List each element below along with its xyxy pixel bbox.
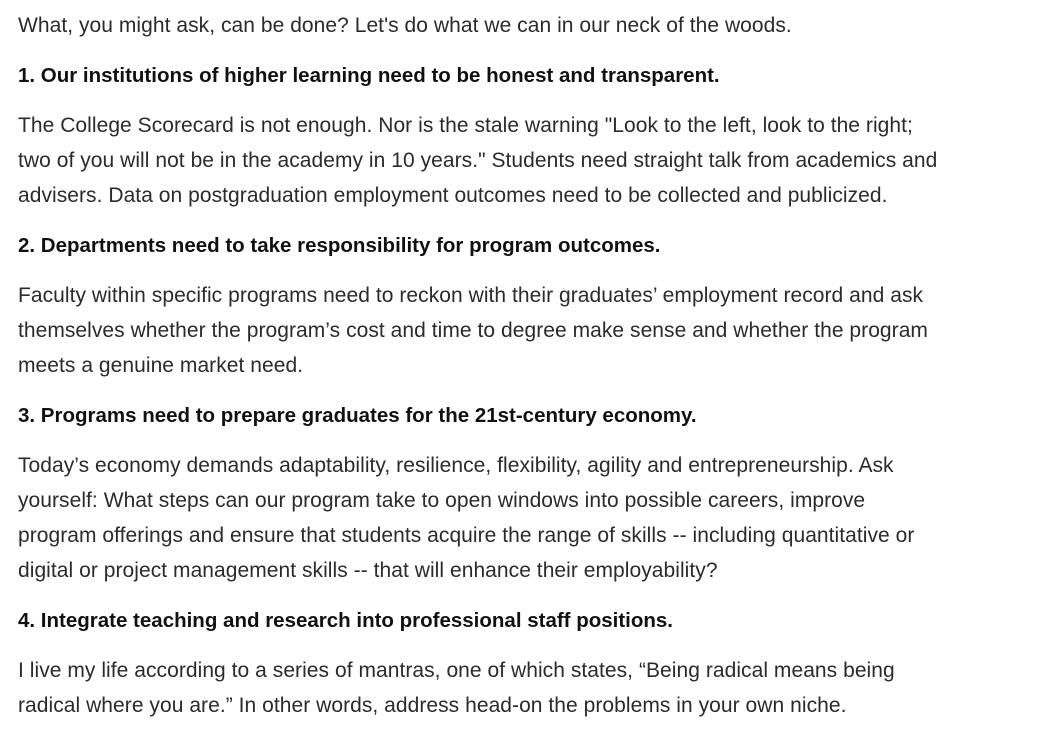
section-3-line-4: digital or project management skills -- that will enhance their employability? <box>18 559 718 582</box>
section-2-line-1: Faculty within specific programs need to reckon with their graduates’ employment record and ask <box>18 284 924 307</box>
section-2-heading: 2. Departments need to take responsibility for program outcomes. <box>18 234 661 257</box>
section-1-heading: 1. Our institutions of higher learning need to be honest and transparent. <box>18 64 720 87</box>
section-2-line-3: meets a genuine market need. <box>18 354 304 377</box>
section-1-line-2: two of you will not be in the academy in 10 years." Students need straight talk from academics and <box>18 149 938 172</box>
section-3-line-2: yourself: What steps can our program take to open windows into possible careers, improve <box>18 489 866 512</box>
section-4-line-1: I live my life according to a series of mantras, one of which states, “Being radical means being <box>18 659 895 682</box>
section-1-line-3: advisers. Data on postgraduation employment outcomes need to be collected and publicized. <box>18 184 888 207</box>
intro-paragraph: What, you might ask, can be done? Let's do what we can in our neck of the woods. <box>18 14 792 37</box>
section-3-heading: 3. Programs need to prepare graduates for the 21st-century economy. <box>18 404 697 427</box>
section-3-line-1: Today’s economy demands adaptability, resilience, flexibility, agility and entrepreneurship. Ask <box>18 454 894 477</box>
section-4-line-2: radical where you are.” In other words, address head-on the problems in your own niche. <box>18 694 847 717</box>
section-1-line-1: The College Scorecard is not enough. Nor is the stale warning "Look to the left, look to the right; <box>18 114 913 137</box>
section-3-line-3: program offerings and ensure that students acquire the range of skills -- including quantitative or <box>18 524 915 547</box>
section-4-heading: 4. Integrate teaching and research into professional staff positions. <box>18 609 673 632</box>
section-2-line-2: themselves whether the program’s cost and time to degree make sense and whether the program <box>18 319 928 342</box>
